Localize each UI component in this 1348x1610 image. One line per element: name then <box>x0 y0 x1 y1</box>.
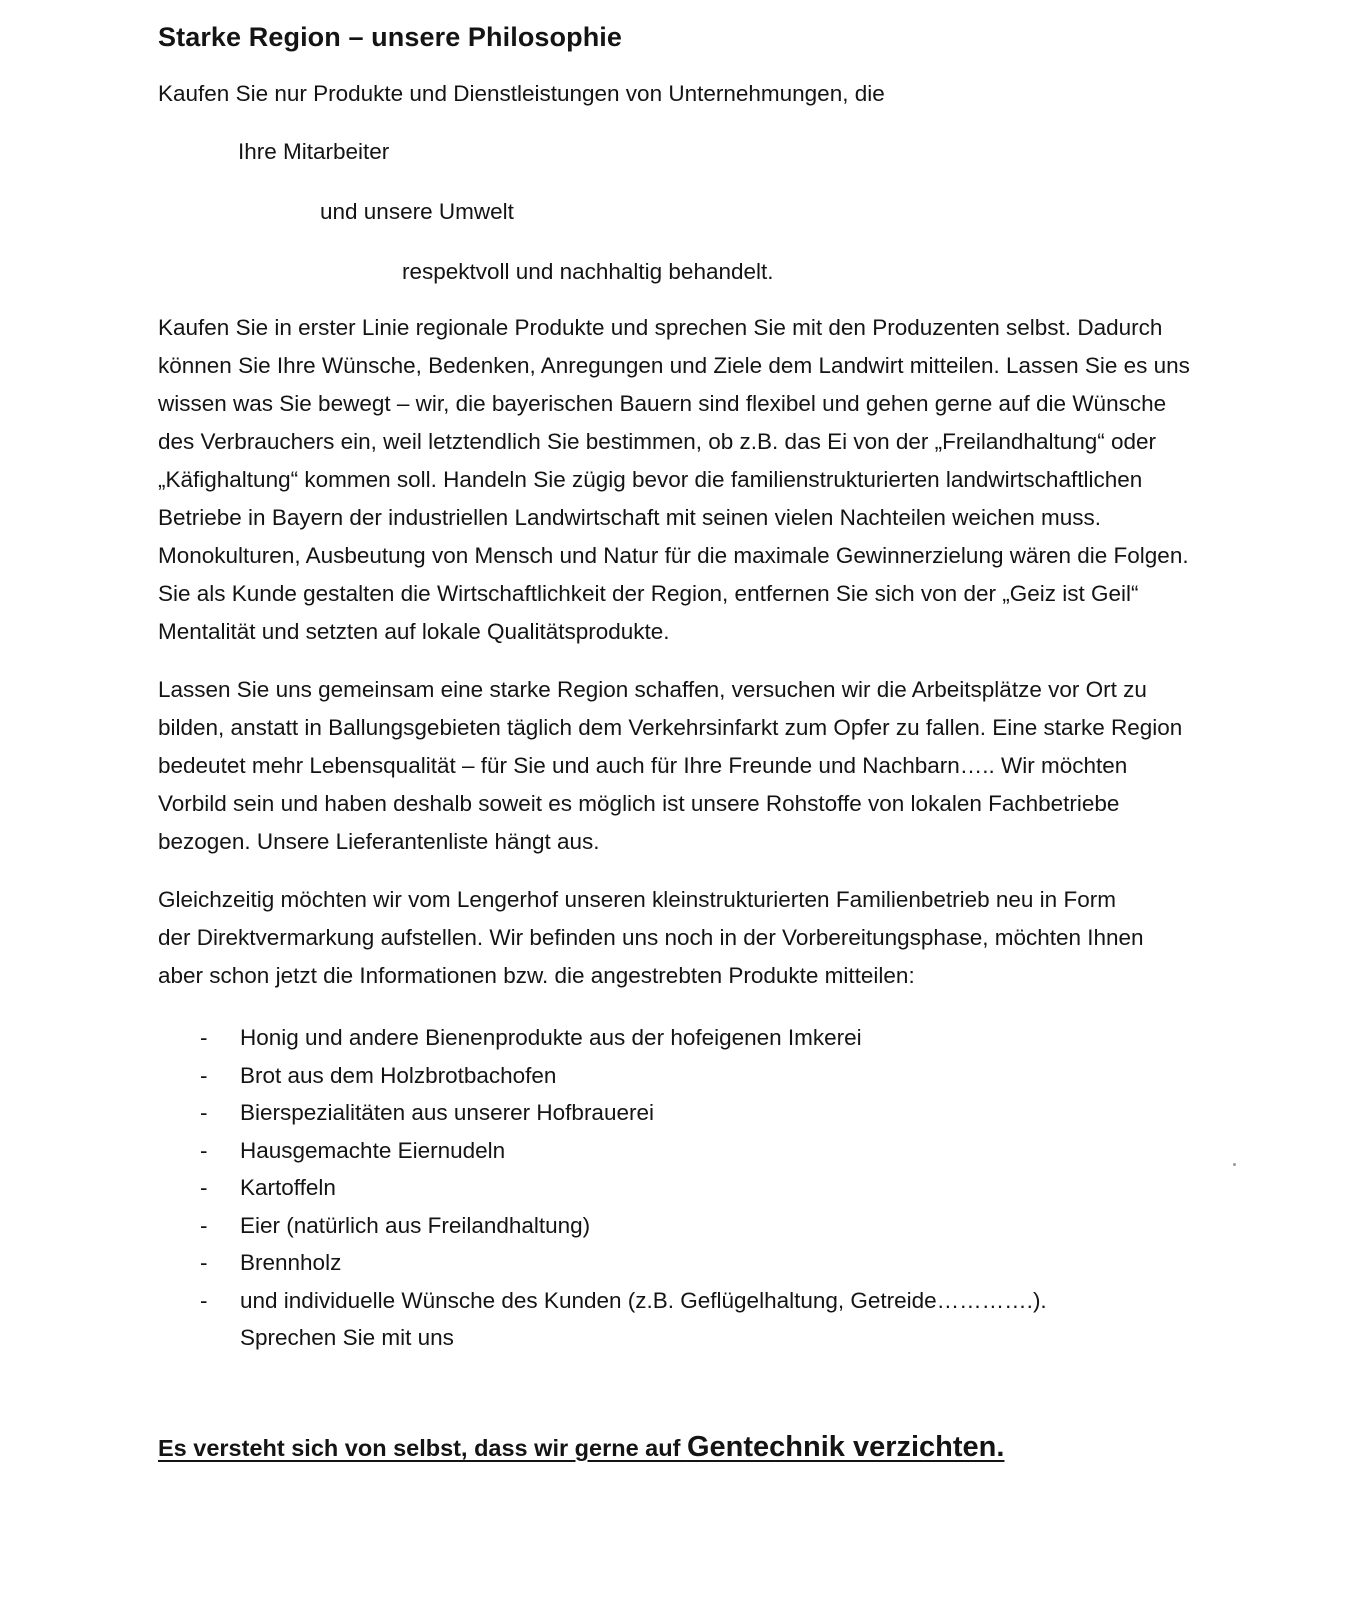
document-title: Starke Region – unsere Philosophie <box>158 22 623 52</box>
scan-speck <box>1233 1163 1236 1166</box>
list-item: - Bierspezialitäten aus unserer Hofbrauerei <box>158 1094 1198 1132</box>
list-item: - Hausgemachte Eiernudeln <box>158 1132 1198 1170</box>
list-item: - Kartoffeln <box>158 1169 1198 1207</box>
list-dash: - <box>200 1212 208 1238</box>
paragraph-strong-region: Lassen Sie uns gemeinsam eine starke Region schaffen, versuchen wir die Arbeitsplätze vor Ort zu bilden, anstatt in Ballungsgebieten täglich dem Verkehrsinfarkt zum Opfer zu fallen. Eine starke Region bedeutet mehr Lebensqualität – für Sie und auch für Ihre Freunde und Nachbarn….. Wir möchten Vorbild sein und haben deshalb soweit es möglich ist unsere Rohstoffe von lokalen Fachbetriebe bezogen. Unsere Lieferantenliste hängt aus. <box>158 677 1183 854</box>
list-dash: - <box>200 1025 208 1050</box>
statement-text: Es versteht sich von selbst, dass wir gerne auf <box>158 1434 687 1461</box>
paragraph-regional: Kaufen Sie in erster Linie regionale Produkte und sprechen Sie mit den Produzenten selbst. Dadurch können Sie Ihre Wünsche, Bedenken, Anregungen und Ziele dem Landwirt mitteilen. Lassen Sie es uns wissen was Sie bewegt – wir, die bayerischen Bauern sind flexibel und gehen gerne auf die Wünsche des Verbrauchers ein, weil letztendlich Sie bestimmen, ob z.B. das Ei von der „Freilandhaltung“ oder „Käfighaltung“ kommen soll. Handeln Sie zügig bevor die familienstrukturierten landwirtschaftlichen Betriebe in Bayern der industriellen Landwirtschaft mit seinen vielen Nachteilen weichen muss. Monokulturen, Ausbeutung von Mensch und Natur für die maximale Gewinnerzielung wären die Folgen. Sie als Kunde gestalten die Wirtschaftlichkeit der Region, entfernen Sie sich von der „Geiz ist Geil“ Mentalität und setzten auf lokale Qualitätsprodukte. <box>158 315 1190 644</box>
intro-line-1: Kaufen Sie nur Produkte und Dienstleistungen von Unternehmungen, die <box>158 81 885 106</box>
intro-line-3: und unsere Umwelt <box>320 199 514 224</box>
intro-line-2: Ihre Mitarbeiter <box>238 139 390 164</box>
list-dash: - <box>200 1062 208 1088</box>
list-item: - Brot aus dem Holzbrotbachofen <box>158 1057 1198 1095</box>
list-item: - und individuelle Wünsche des Kunden (z.B. Geflügelhaltung, Getreide………….). Sprechen Sie mit uns <box>158 1282 1110 1357</box>
list-dash: - <box>200 1137 208 1163</box>
statement-emphasis: Gentechnik verzichten. <box>686 1430 1005 1463</box>
list-dash: - <box>200 1100 208 1125</box>
gmo-free-statement <box>158 1431 1198 1464</box>
list-item: - Eier (natürlich aus Freilandhaltung) <box>158 1207 1198 1245</box>
list-dash: - <box>200 1287 208 1313</box>
list-dash: - <box>200 1250 208 1275</box>
list-item: - Brennholz <box>158 1244 1198 1282</box>
paragraph-direct-marketing: Gleichzeitig möchten wir vom Lengerhof unseren kleinstrukturierten Familienbetrieb neu in Form der Direktvermarkung aufstellen. Wir befinden uns noch in der Vorbereitungsphase, möchten Ihnen aber schon jetzt die Informationen bzw. die angestrebten Produkte mitteilen: <box>158 887 1144 988</box>
list-dash: - <box>200 1175 208 1200</box>
list-item: - Honig und andere Bienenprodukte aus der hofeigenen Imkerei <box>158 1019 1198 1057</box>
product-list <box>158 1019 1198 1357</box>
intro-line-4: respektvoll und nachhaltig behandelt. <box>402 259 774 284</box>
document-page <box>158 22 1198 1464</box>
